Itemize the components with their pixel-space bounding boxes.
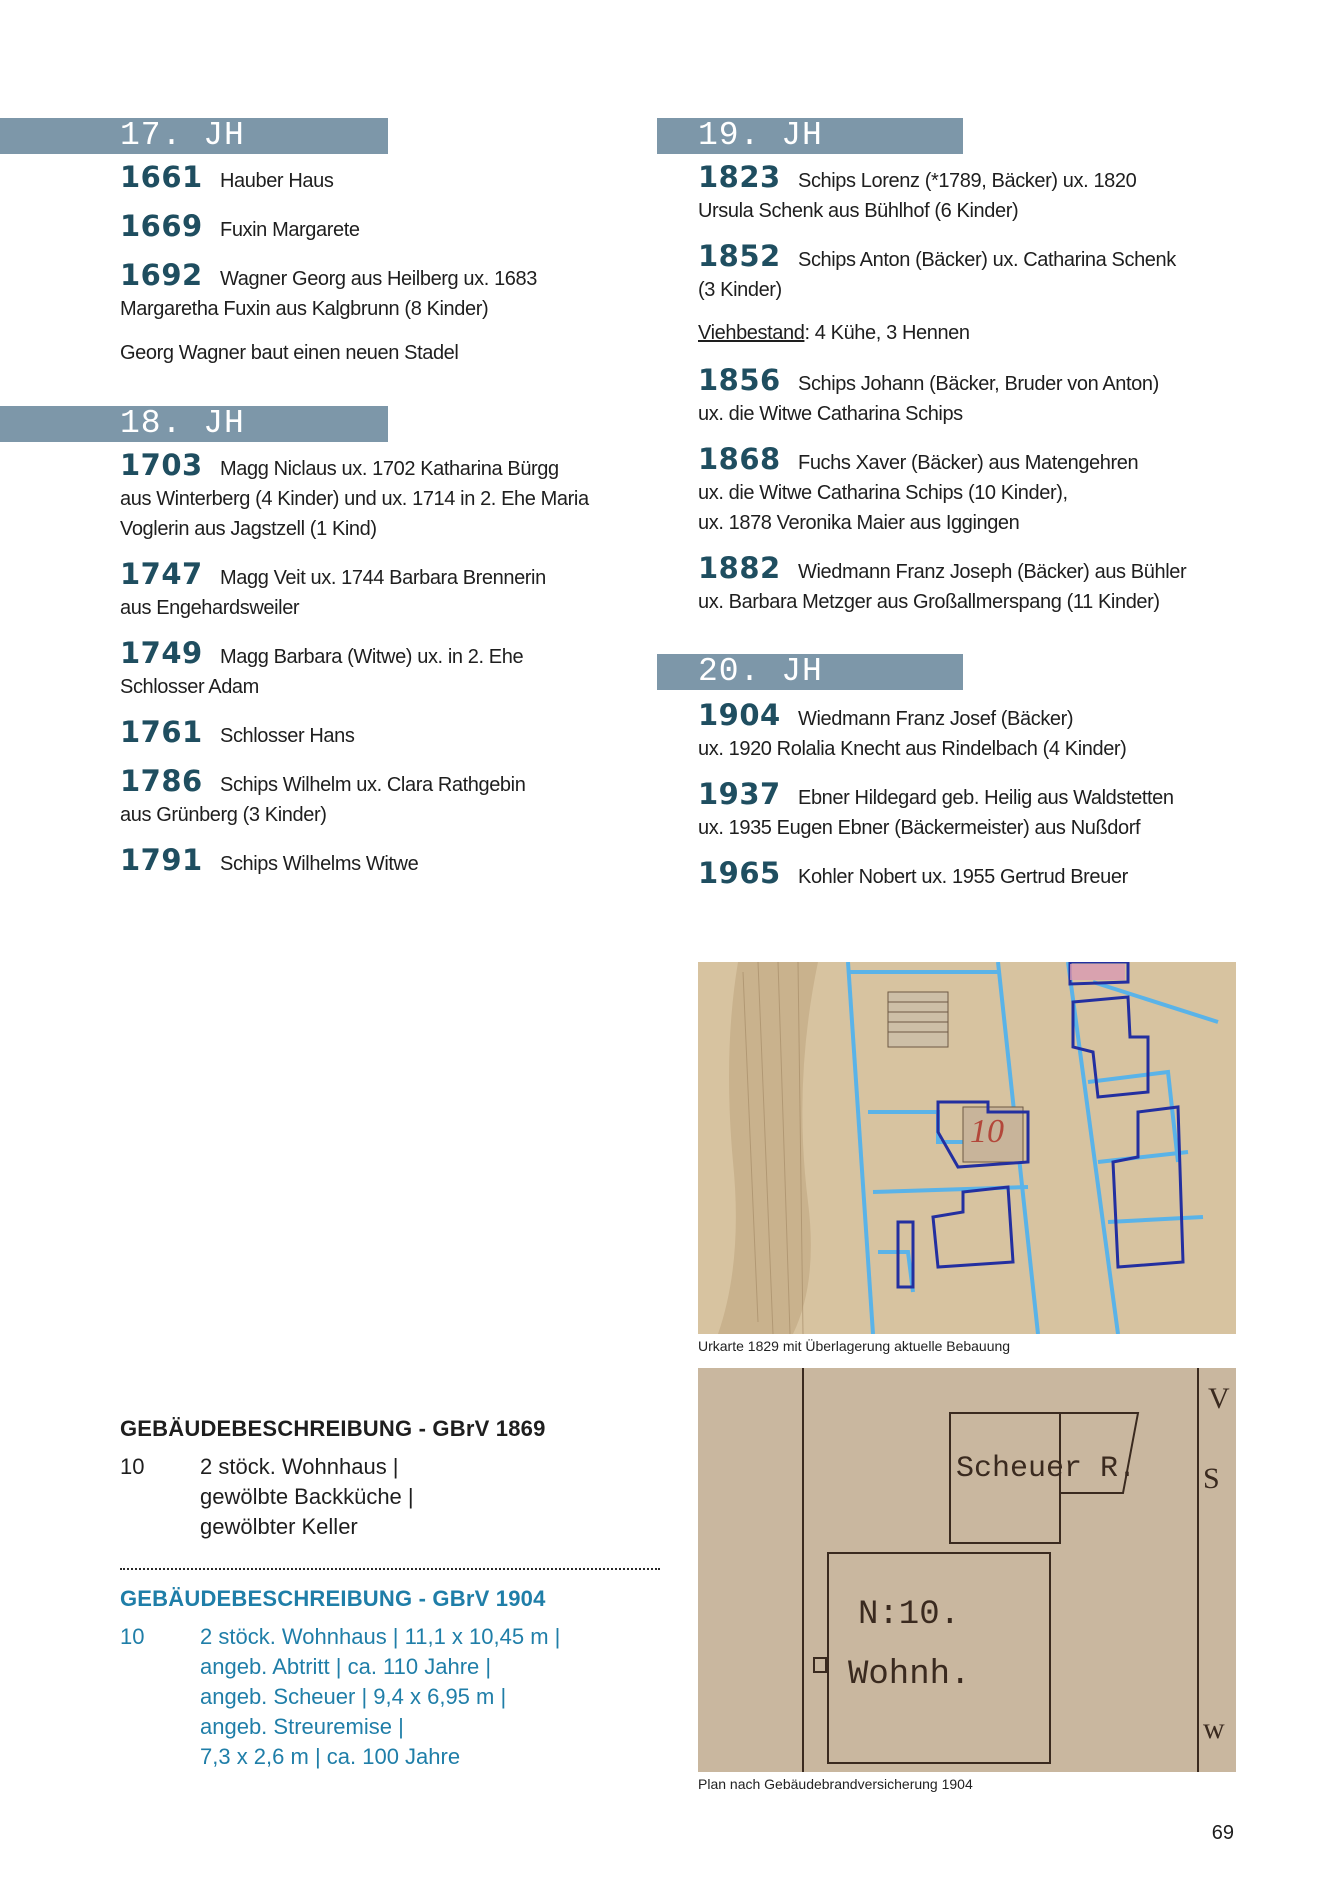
entry-text: Schlosser Hans xyxy=(220,725,355,747)
viehbestand-text: : 4 Kühe, 3 Hennen xyxy=(804,322,970,344)
entry-1761 xyxy=(120,717,640,751)
entry-1747 xyxy=(120,559,640,623)
entry-1692 xyxy=(120,260,640,324)
entry-1661 xyxy=(120,162,640,196)
entry-line: Magg Barbara (Witwe) ux. in 2. Ehe xyxy=(220,646,524,668)
svg-text:w: w xyxy=(1203,1712,1225,1745)
urkarte-map-image xyxy=(698,962,1236,1334)
plan-caption: Plan nach Gebäudebrandversicherung 1904 xyxy=(698,1776,973,1792)
entry-text: Fuxin Margarete xyxy=(220,219,360,241)
entry-year: 1692 xyxy=(120,258,203,292)
map-caption: Urkarte 1829 mit Überlagerung aktuelle Bebauung xyxy=(698,1338,1011,1354)
gb-1904-entry xyxy=(120,1622,660,1777)
entry-line: Margaretha Fuxin aus Kalgbrunn (8 Kinder) xyxy=(120,298,489,320)
gb-1904-number: 10 xyxy=(120,1624,145,1649)
entry-year: 1669 xyxy=(120,209,203,243)
entry-year: 1703 xyxy=(120,448,203,482)
entry-line: ux. die Witwe Catharina Schips xyxy=(698,403,963,425)
entry-year: 1786 xyxy=(120,764,203,798)
gb-1869-line: gewölbter Keller xyxy=(200,1514,358,1539)
gb-1869-description xyxy=(200,1452,660,1542)
section-header-label: 18. JH xyxy=(120,405,245,442)
section-header-label: 19. JH xyxy=(698,117,823,154)
section-header-label: 17. JH xyxy=(120,117,245,154)
entry-line: Magg Niclaus ux. 1702 Katharina Bürgg xyxy=(220,458,559,480)
gb-1904-line: angeb. Streuremise | xyxy=(200,1714,404,1739)
entry-1703 xyxy=(120,450,640,544)
entry-line: ux. 1935 Eugen Ebner (Bäckermeister) aus Nußdorf xyxy=(698,817,1141,839)
gb-1904-line: angeb. Abtritt | ca. 110 Jahre | xyxy=(200,1654,492,1679)
svg-text:S: S xyxy=(1203,1462,1220,1495)
entry-1669 xyxy=(120,211,640,245)
entry-year: 1791 xyxy=(120,843,203,877)
entry-line: aus Grünberg (3 Kinder) xyxy=(120,804,327,826)
entry-text: Hauber Haus xyxy=(220,170,334,192)
entry-line: Wiedmann Franz Joseph (Bäcker) aus Bühler xyxy=(798,561,1187,583)
plan-label-number: N:10. xyxy=(858,1596,961,1634)
svg-text:V: V xyxy=(1208,1382,1230,1415)
entry-1786 xyxy=(120,766,640,830)
entry-year: 1852 xyxy=(698,239,781,273)
entry-line: Schlosser Adam xyxy=(120,676,259,698)
gb-1869-entry xyxy=(120,1452,660,1547)
page-number: 69 xyxy=(1211,1822,1234,1844)
entry-line: (3 Kinder) xyxy=(698,279,782,301)
entry-1937 xyxy=(698,779,1218,843)
entry-1823 xyxy=(698,162,1218,226)
entry-line: Schips Lorenz (*1789, Bäcker) ux. 1820 xyxy=(798,170,1137,192)
entry-line: aus Engehardsweiler xyxy=(120,597,300,619)
entry-1791 xyxy=(120,845,640,879)
entry-line: Schips Wilhelm ux. Clara Rathgebin xyxy=(220,774,526,796)
entry-year: 1965 xyxy=(698,856,781,890)
entry-year: 1661 xyxy=(120,160,203,194)
map-parcel-label: 10 xyxy=(970,1113,1004,1150)
entry-line: Schips Johann (Bäcker, Bruder von Anton) xyxy=(798,373,1159,395)
entry-1904 xyxy=(698,700,1218,764)
gb-1904-line: 2 stöck. Wohnhaus | 11,1 x 10,45 m | xyxy=(200,1624,561,1649)
entry-year: 1882 xyxy=(698,551,781,585)
entry-1749 xyxy=(120,638,640,702)
entry-line: Schips Anton (Bäcker) ux. Catharina Schenk xyxy=(798,249,1176,271)
entry-line: ux. Barbara Metzger aus Großallmerspang (11 Kinder) xyxy=(698,591,1160,613)
entry-1852 xyxy=(698,241,1218,305)
entry-year: 1761 xyxy=(120,715,203,749)
entry-line: Wiedmann Franz Josef (Bäcker) xyxy=(798,708,1074,730)
gb-1869-line: gewölbte Backküche | xyxy=(200,1484,414,1509)
gb-1869-title: GEBÄUDEBESCHREIBUNG - GBrV 1869 xyxy=(120,1416,546,1441)
entry-text: Schips Wilhelms Witwe xyxy=(220,853,419,875)
entry-year: 1904 xyxy=(698,698,781,732)
entry-year: 1856 xyxy=(698,363,781,397)
gb-1869-line: 2 stöck. Wohnhaus | xyxy=(200,1454,399,1479)
plan-label-wohnh: Wohnh. xyxy=(848,1656,971,1694)
entry-year: 1749 xyxy=(120,636,203,670)
gb-1904-line: 7,3 x 2,6 m | ca. 100 Jahre xyxy=(200,1744,461,1769)
entry-1868 xyxy=(698,444,1218,538)
viehbestand xyxy=(698,318,1218,348)
entry-line: Fuchs Xaver (Bäcker) aus Matengehren xyxy=(798,452,1139,474)
entry-line: Magg Veit ux. 1744 Barbara Brennerin xyxy=(220,567,546,589)
entry-1965 xyxy=(698,858,1218,892)
viehbestand-label: Viehbestand xyxy=(698,322,805,344)
gb-1904-description xyxy=(200,1622,660,1772)
right-column xyxy=(698,0,1218,900)
entry-line: ux. die Witwe Catharina Schips (10 Kinder), xyxy=(698,482,1068,504)
section-header-label: 20. JH xyxy=(698,653,823,690)
entry-line: Ursula Schenk aus Bühlhof (6 Kinder) xyxy=(698,200,1019,222)
entry-1856 xyxy=(698,365,1218,429)
entry-line: Voglerin aus Jagstzell (1 Kind) xyxy=(120,518,377,540)
entry-year: 1937 xyxy=(698,777,781,811)
entry-year: 1868 xyxy=(698,442,781,476)
entry-line: ux. 1920 Rolalia Knecht aus Rindelbach (4 Kinder) xyxy=(698,738,1127,760)
gb-1904-title: GEBÄUDEBESCHREIBUNG - GBrV 1904 xyxy=(120,1586,546,1611)
entry-1882 xyxy=(698,553,1218,617)
section-divider xyxy=(120,1568,660,1570)
entry-line: aus Winterberg (4 Kinder) und ux. 1714 in 2. Ehe Maria xyxy=(120,488,589,510)
brandversicherung-plan-image xyxy=(698,1368,1236,1772)
note-1692: Georg Wagner baut einen neuen Stadel xyxy=(120,342,459,364)
entry-line: Wagner Georg aus Heilberg ux. 1683 xyxy=(220,268,537,290)
gb-1904-line: angeb. Scheuer | 9,4 x 6,95 m | xyxy=(200,1684,507,1709)
left-column xyxy=(120,0,640,900)
plan-label-scheuer: Scheuer R. xyxy=(956,1452,1137,1486)
entry-line: ux. 1878 Veronika Maier aus Iggingen xyxy=(698,512,1020,534)
entry-text: Kohler Nobert ux. 1955 Gertrud Breuer xyxy=(798,866,1128,888)
gb-1869-number: 10 xyxy=(120,1454,145,1479)
entry-line: Ebner Hildegard geb. Heilig aus Waldstetten xyxy=(798,787,1174,809)
entry-year: 1747 xyxy=(120,557,203,591)
entry-year: 1823 xyxy=(698,160,781,194)
